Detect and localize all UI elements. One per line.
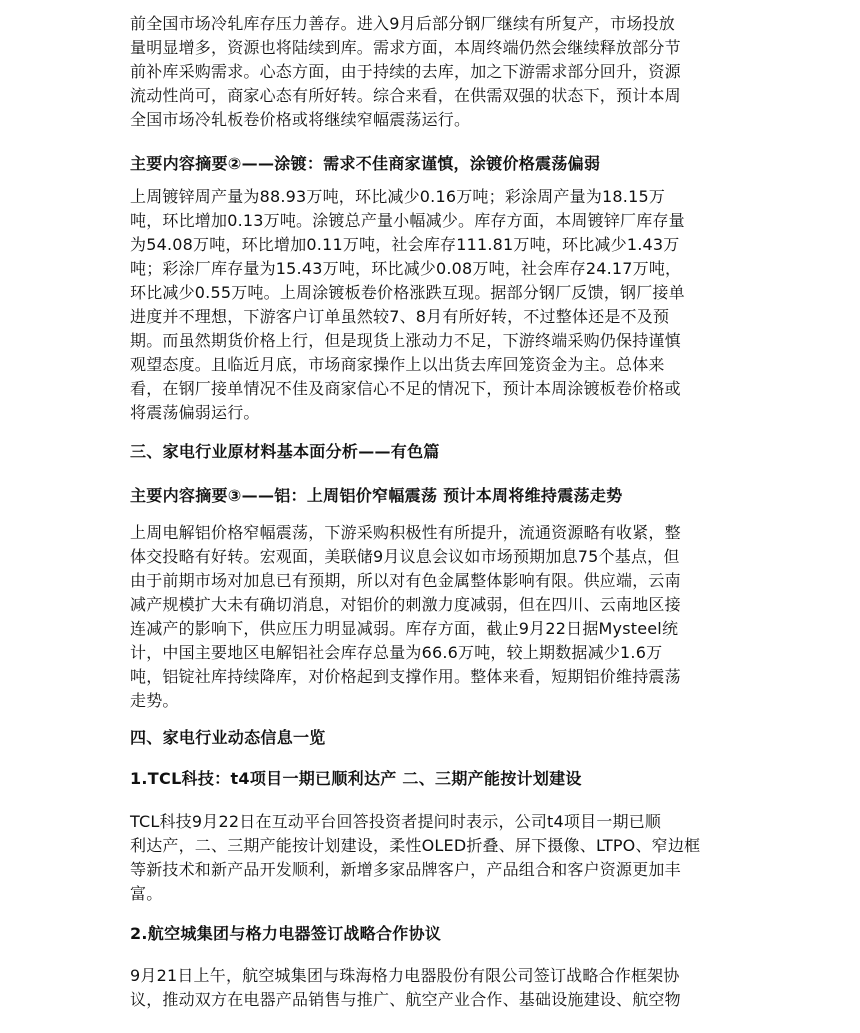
text-line: 议，推动双方在电器产品销售与推广、航空产业合作、基础设施建设、航空物 — [130, 990, 681, 1009]
text-line: 减产规模扩大未有确切消息，对铝价的刺激力度减弱，但在四川、云南地区接 — [130, 595, 681, 614]
section-heading-industry-news: 四、家电行业动态信息一览 — [130, 728, 326, 747]
paragraph-aluminum — [130, 521, 730, 713]
section-heading-nonferrous: 三、家电行业原材料基本面分析——有色篇 — [130, 442, 440, 461]
text-line: 体交投略有好转。宏观面，美联储9月议息会议如市场预期加息75个基点，但 — [130, 547, 680, 566]
text-line: 吨，铝锭社库持续降库，对价格起到支撑作用。整体来看，短期铝价维持震荡 — [130, 667, 681, 686]
text-line: 计，中国主要地区电解铝社会库存总量为66.6万吨，较上期数据减少1.6万 — [130, 643, 663, 662]
text-line: 流动性尚可，商家心态有所好转。综合来看，在供需双强的状态下，预计本周 — [130, 86, 681, 105]
text-line: 利达产，二、三期产能按计划建设，柔性OLED折叠、屏下摄像、LTPO、窄边框 — [130, 836, 701, 855]
text-line: 进度并不理想，下游客户订单虽然较7、8月有所好转，不过整体还是不及预 — [130, 307, 670, 326]
summary-heading-coating: 主要内容摘要②——涂镀：需求不佳商家谨慎，涂镀价格震荡偏弱 — [130, 154, 601, 173]
text-line: 上周电解铝价格窄幅震荡，下游采购积极性有所提升，流通资源略有收紧，整 — [130, 523, 681, 542]
text-line: 期。而虽然期货价格上行，但是现货上涨动力不足，下游终端采购仍保持谨慎 — [130, 331, 681, 350]
text-line: 环比减少0.55万吨。上周涂镀板卷价格涨跌互现。据部分钢厂反馈，钢厂接单 — [130, 283, 685, 302]
news-heading-tcl: 1.TCL科技：t4项目一期已顺利达产 二、三期产能按计划建设 — [130, 769, 582, 788]
text-line: 由于前期市场对加息已有预期，所以对有色金属整体影响有限。供应端，云南 — [130, 571, 681, 590]
text-line: 走势。 — [130, 691, 179, 710]
paragraph-cold-rolled — [130, 12, 730, 132]
text-line: 将震荡偏弱运行。 — [130, 403, 260, 422]
text-line: 为54.08万吨，环比增加0.11万吨，社会库存111.81万吨，环比减少1.43万 — [130, 235, 680, 254]
text-line: 观望态度。且临近月底，市场商家操作上以出货去库回笼资金为主。总体来 — [130, 355, 665, 374]
text-line: 富。 — [130, 884, 163, 903]
text-line: 量明显增多，资源也将陆续到库。需求方面，本周终端仍然会继续释放部分节 — [130, 38, 681, 57]
text-line: 看，在钢厂接单情况不佳及商家信心不足的情况下，预计本周涂镀板卷价格或 — [130, 379, 681, 398]
text-line: 前全国市场冷轧库存压力善存。进入9月后部分钢厂继续有所复产，市场投放 — [130, 14, 675, 33]
news-heading-gree: 2.航空城集团与格力电器签订战略合作协议 — [130, 924, 442, 943]
text-line: 全国市场冷轧板卷价格或将继续窄幅震荡运行。 — [130, 110, 471, 129]
text-line: 9月21日上午，航空城集团与珠海格力电器股份有限公司签订战略合作框架协 — [130, 966, 680, 985]
summary-heading-aluminum: 主要内容摘要③——铝：上周铝价窄幅震荡 预计本周将维持震荡走势 — [130, 486, 623, 505]
text-line: 等新技术和新产品开发顺利，新增多家品牌客户，产品组合和客户资源更加丰 — [130, 860, 681, 879]
text-line: 前补库采购需求。心态方面，由于持续的去库，加之下游需求部分回升，资源 — [130, 62, 681, 81]
paragraph-tcl — [130, 810, 730, 906]
text-line: 吨，环比增加0.13万吨。涂镀总产量小幅减少。库存方面，本周镀锌厂库存量 — [130, 211, 685, 230]
paragraph-coating — [130, 185, 730, 425]
text-line: TCL科技9月22日在互动平台回答投资者提问时表示，公司t4项目一期已顺 — [130, 812, 662, 831]
text-line: 吨；彩涂厂库存量为15.43万吨，环比减少0.08万吨，社会库存24.17万吨， — [130, 259, 682, 278]
paragraph-gree — [130, 964, 730, 1012]
text-line: 上周镀锌周产量为88.93万吨，环比减少0.16万吨；彩涂周产量为18.15万 — [130, 187, 666, 206]
text-line: 连减产的影响下，供应压力明显减弱。库存方面，截止9月22日据Mysteel统 — [130, 619, 679, 638]
